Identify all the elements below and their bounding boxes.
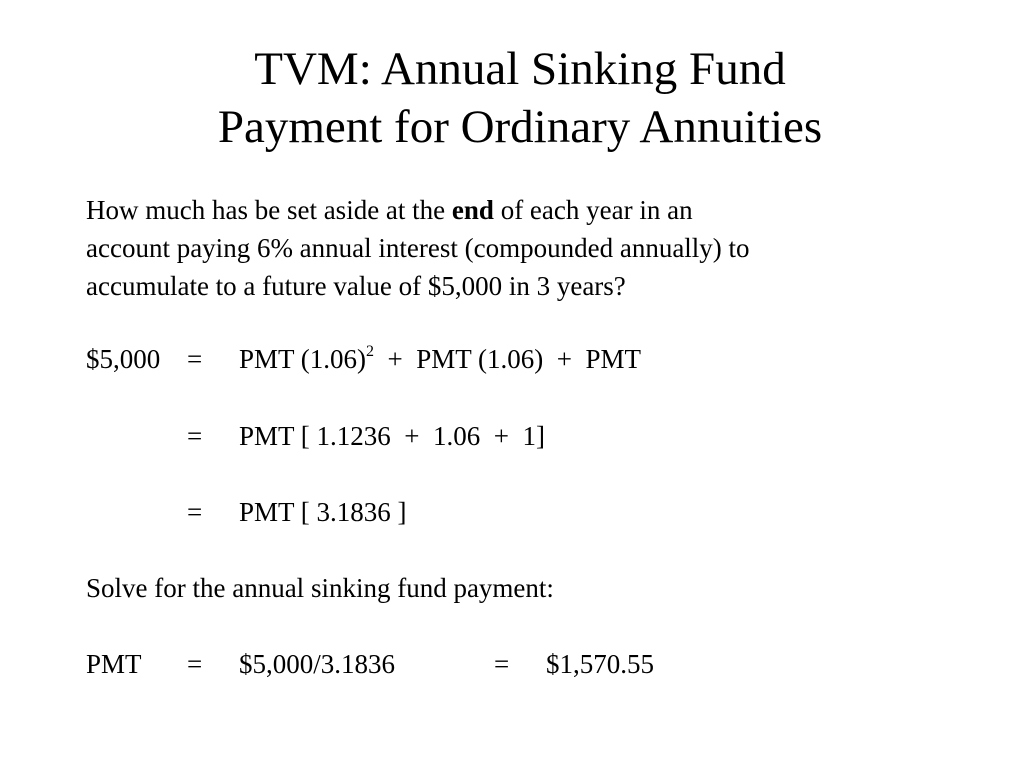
slide-title	[0, 40, 1024, 156]
result-row	[86, 645, 986, 683]
equation-row-3	[86, 493, 986, 531]
equation-row-2	[86, 417, 986, 455]
question-emphasis: end	[451, 195, 494, 225]
result-equals-1: =	[187, 649, 203, 679]
equation1-rhs	[239, 340, 641, 378]
question-paragraph	[86, 191, 966, 305]
result-expression: $5,000/3.1836	[239, 649, 396, 679]
equation-row-1	[86, 340, 986, 378]
result-lhs: PMT	[86, 649, 142, 679]
equation1-equals: =	[187, 344, 203, 374]
question-pre: How much has be set aside at the	[86, 195, 452, 225]
title-line-1: TVM: Annual Sinking Fund	[254, 43, 786, 95]
equation2-equals: =	[187, 421, 203, 451]
question-line-3: accumulate to a future value of $5,000 in 3 years?	[86, 271, 626, 301]
question-line-1	[86, 191, 966, 229]
equation1-lhs: $5,000	[86, 344, 161, 374]
equation1-rhs-a: PMT (1.06)	[239, 344, 367, 374]
result-answer: $1,570.55	[546, 649, 654, 679]
title-line-2: Payment for Ordinary Annuities	[217, 101, 823, 153]
question-line-2: account paying 6% annual interest (compounded annually) to	[86, 233, 750, 263]
solve-text: Solve for the annual sinking fund payment:	[86, 573, 554, 603]
equation3-equals: =	[187, 497, 203, 527]
equation2-rhs: PMT [ 1.1236 + 1.06 + 1]	[239, 421, 545, 451]
solve-text-row	[86, 569, 986, 607]
result-equals-2: =	[494, 649, 510, 679]
equation1-exponent: 2	[366, 343, 375, 360]
equation3-rhs: PMT [ 3.1836 ]	[239, 497, 407, 527]
question-line1-post: of each year in an	[493, 195, 693, 225]
equation1-rhs-b: + PMT (1.06) + PMT	[374, 344, 641, 374]
